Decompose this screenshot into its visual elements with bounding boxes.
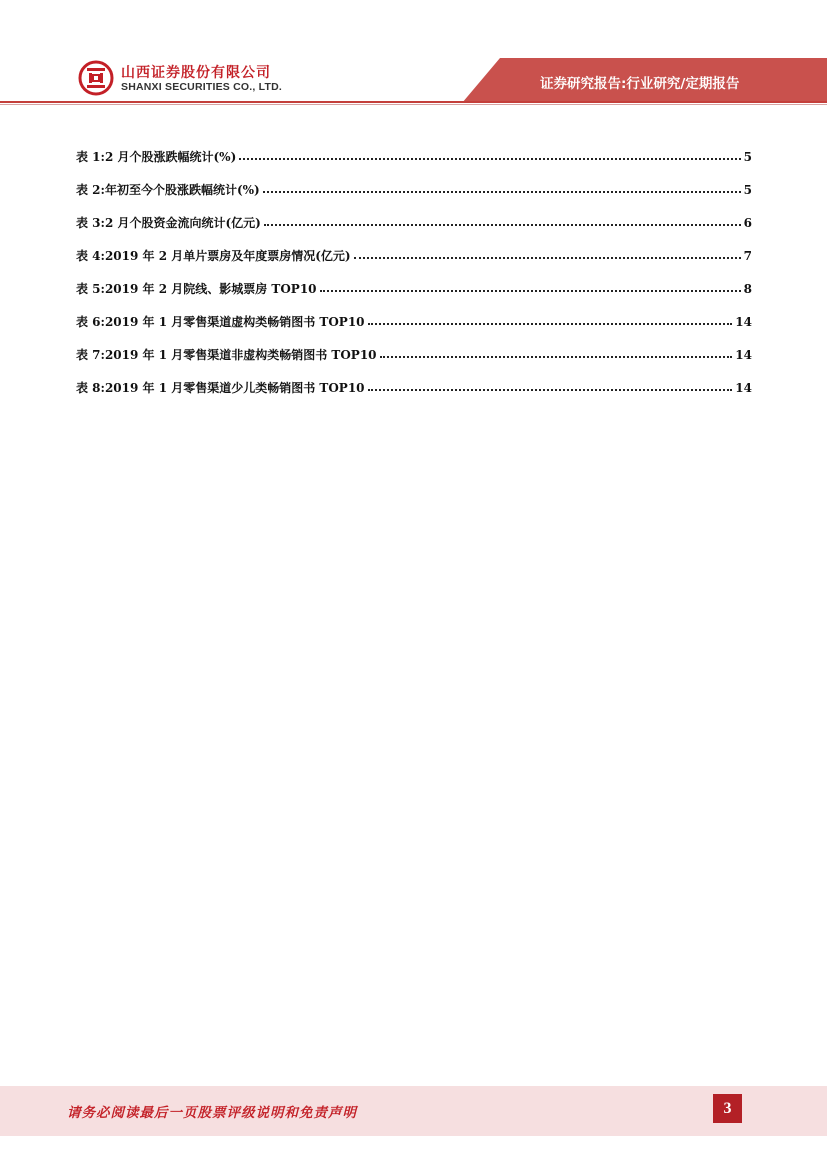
toc-entry-label: 表 5:2019 年 2 月院线、影城票房 TOP10 bbox=[76, 282, 317, 296]
header-divider bbox=[0, 101, 827, 103]
company-name-en: SHANXI SECURITIES CO., LTD. bbox=[121, 81, 282, 93]
toc-leader-dots bbox=[368, 388, 733, 391]
toc-entry-label: 表 3:2 月个股资金流向统计(亿元) bbox=[76, 216, 261, 230]
page-header bbox=[0, 0, 827, 110]
toc-entry[interactable] bbox=[76, 214, 752, 247]
toc-entry[interactable] bbox=[76, 148, 752, 181]
toc-leader-dots bbox=[264, 223, 741, 226]
toc-entry[interactable] bbox=[76, 346, 752, 379]
toc-entry-label: 表 8:2019 年 1 月零售渠道少儿类畅销图书 TOP10 bbox=[76, 381, 365, 395]
toc-entry-page: 6 bbox=[743, 216, 752, 230]
toc-entry-page: 5 bbox=[743, 183, 752, 197]
toc-entry-page: 5 bbox=[743, 150, 752, 164]
header-divider-thin bbox=[0, 104, 827, 105]
page-number: 3 bbox=[713, 1094, 742, 1123]
toc-entry-label: 表 6:2019 年 1 月零售渠道虚构类畅销图书 TOP10 bbox=[76, 315, 365, 329]
toc-entry-label: 表 7:2019 年 1 月零售渠道非虚构类畅销图书 TOP10 bbox=[76, 348, 377, 362]
report-type-label: 证券研究报告:行业研究/定期报告 bbox=[540, 76, 740, 92]
toc-entry-page: 14 bbox=[735, 381, 752, 395]
disclaimer-notice: 请务必阅读最后一页股票评级说明和免责声明 bbox=[67, 1105, 357, 1121]
toc-leader-dots bbox=[368, 322, 733, 325]
toc-leader-dots bbox=[263, 190, 741, 193]
toc-entry[interactable] bbox=[76, 247, 752, 280]
toc-entry-page: 14 bbox=[735, 348, 752, 362]
toc-entry-label: 表 1:2 月个股涨跌幅统计(%) bbox=[76, 150, 237, 164]
toc-leader-dots bbox=[239, 157, 740, 160]
toc-entry[interactable] bbox=[76, 313, 752, 346]
toc-entry[interactable] bbox=[76, 280, 752, 313]
toc-entry[interactable] bbox=[76, 379, 752, 412]
toc-leader-dots bbox=[380, 355, 733, 358]
table-of-tables bbox=[76, 148, 752, 412]
toc-leader-dots bbox=[354, 256, 741, 259]
toc-entry-page: 14 bbox=[735, 315, 752, 329]
toc-entry-label: 表 2:年初至今个股涨跌幅统计(%) bbox=[76, 183, 260, 197]
toc-entry[interactable] bbox=[76, 181, 752, 214]
company-logo-icon bbox=[78, 60, 114, 96]
toc-entry-label: 表 4:2019 年 2 月单片票房及年度票房情况(亿元) bbox=[76, 249, 351, 263]
toc-entry-page: 7 bbox=[743, 249, 752, 263]
toc-leader-dots bbox=[320, 289, 741, 292]
toc-entry-page: 8 bbox=[743, 282, 752, 296]
company-name-cn: 山西证券股份有限公司 bbox=[121, 65, 271, 81]
